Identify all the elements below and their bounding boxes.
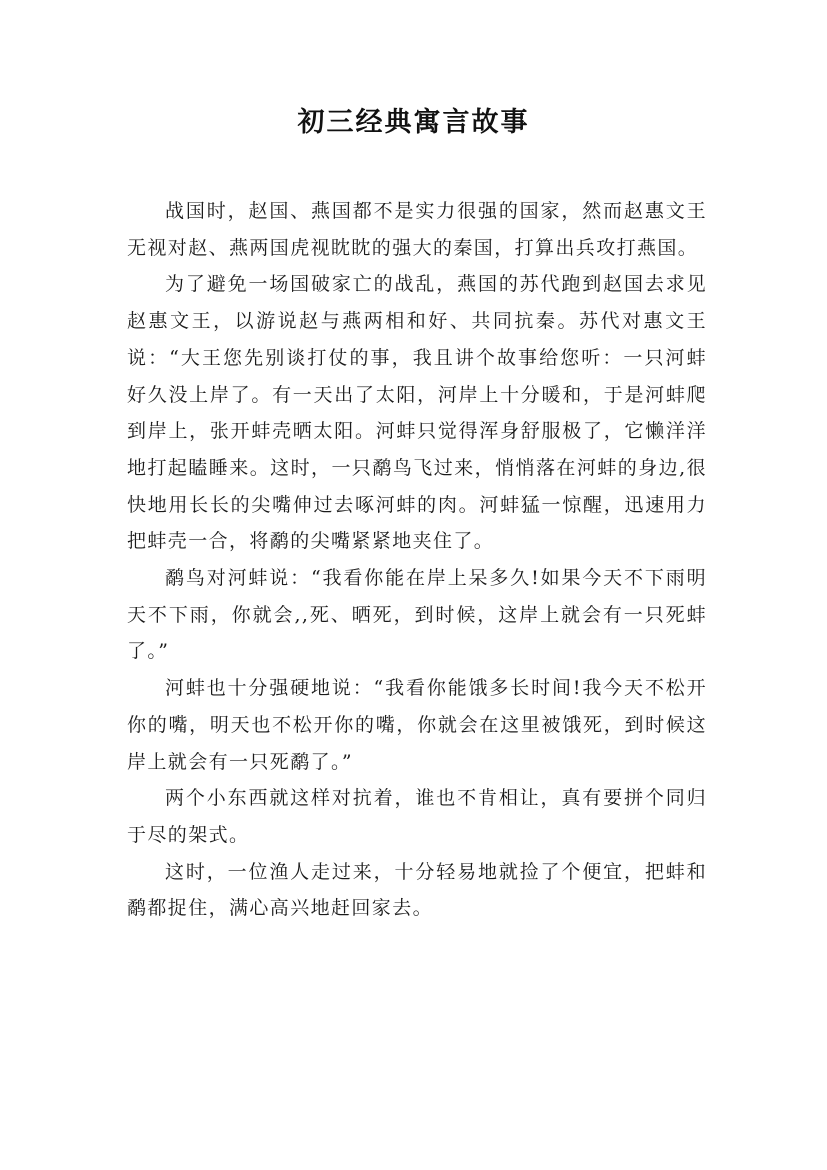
paragraph: 河蚌也十分强硬地说：“我看你能饿多长时间!我今天不松开你的嘴，明天也不松开你的嘴，你就会在这里被饿死，到时候这岸上就会有一只死鹬了。”: [127, 677, 707, 773]
paragraph: 鹬鸟对河蚌说：“我看你能在岸上呆多久!如果今天不下雨明天不下雨，你就会,,死、晒死，到时候，这岸上就会有一只死蚌了。”: [127, 567, 707, 663]
paragraph: 战国时，赵国、燕国都不是实力很强的国家，然而赵惠文王无视对赵、燕两国虎视眈眈的强大的秦国，打算出兵攻打燕国。: [127, 200, 707, 259]
paragraph: 两个小东西就这样对抗着，谁也不肯相让，真有要拼个同归于尽的架式。: [127, 787, 707, 846]
document-body: [127, 193, 707, 927]
paragraph: 这时，一位渔人走过来，十分轻易地就捡了个便宜，把蚌和鹬都捉住，满心高兴地赶回家去。: [127, 860, 707, 920]
paragraph: 为了避免一场国破家亡的战乱，燕国的苏代跑到赵国去求见赵惠文王，以游说赵与燕两相和好、共同抗秦。苏代对惠文王说：“大王您先别谈打仗的事，我且讲个故事给您听：一只河蚌好久没上岸了。有一天出了太阳，河岸上十分暖和，于是河蚌爬到岸上，张开蚌壳晒太阳。河蚌只觉得浑身舒服极了，它懒洋洋地打起瞌睡来。这时，一只鹬鸟飞过来，悄悄落在河蚌的身边,很快地用长长的尖嘴伸过去啄河蚌的肉。河蚌猛一惊醒，迅速用力把蚌壳一合，将鹬的尖嘴紧紧地夹住了。: [127, 273, 707, 553]
document-title: 初三经典寓言故事: [297, 107, 530, 138]
